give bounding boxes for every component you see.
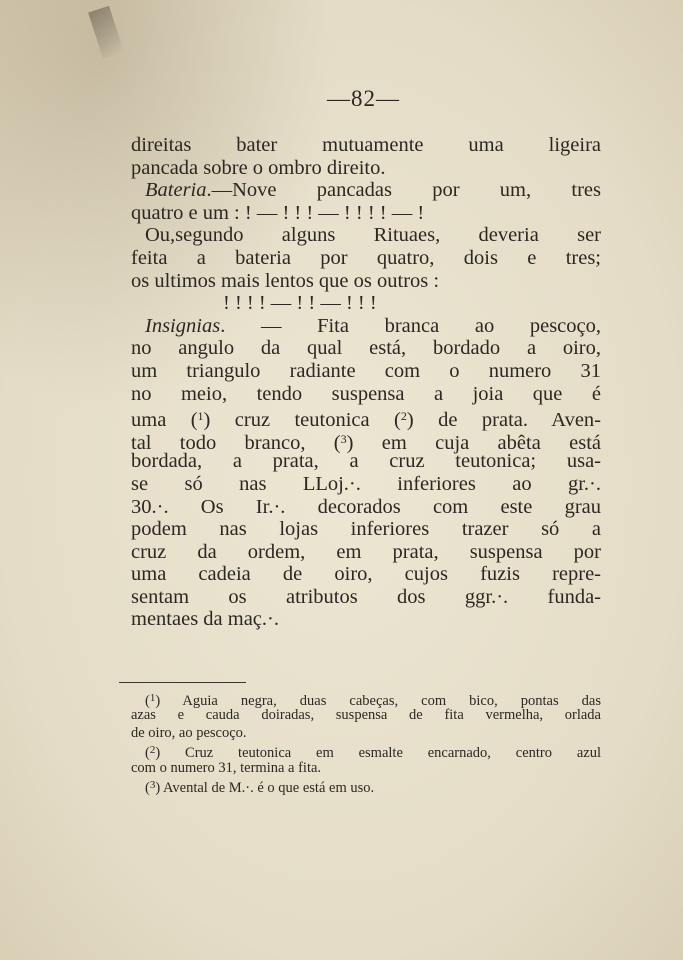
page-number: —82— bbox=[327, 86, 400, 111]
footnote-divider bbox=[119, 682, 246, 683]
text-line: podem nas lojas inferiores trazer só a bbox=[131, 518, 601, 541]
footnote: ($^1$) Aguia negra, duas cabeças, com bico, pontas das bbox=[145, 692, 601, 709]
text-line: ! ! ! ! — ! ! — ! ! ! bbox=[223, 292, 377, 315]
text-line: no meio, tendo suspensa a joia que é bbox=[131, 382, 601, 405]
page-stain bbox=[88, 6, 124, 58]
text-line: se só nas LLoj.·. inferiores ao gr.·. bbox=[131, 472, 601, 495]
footnote: ($^2$) Cruz teutonica em esmalte encarnado, centro azul bbox=[145, 744, 601, 762]
text-line: mentaes da maç.·. bbox=[131, 608, 279, 631]
text-line: tal todo branco, ($^3$) em cuja abêta está bbox=[131, 431, 601, 454]
text-line: um triangulo radiante com o numero 31 bbox=[131, 359, 601, 382]
text-line: cruz da ordem, em prata, suspensa por bbox=[131, 540, 601, 563]
footnotes bbox=[131, 690, 601, 794]
text-line: Insignias. — Fita branca ao pescoço, bbox=[145, 314, 601, 337]
text-line: feita a bateria por quatro, dois e tres; bbox=[131, 246, 601, 269]
footnote: ($^3$) Avental de M.·. é o que está em uso. bbox=[145, 778, 375, 796]
text-line: Bateria.—Nove pancadas por um, tres bbox=[145, 179, 601, 202]
text-line: 30.·. Os Ir.·. decorados com este grau bbox=[131, 495, 601, 518]
body-text bbox=[131, 134, 601, 631]
footnote-line: de oiro, ao pescoço. bbox=[131, 724, 247, 741]
text-line: sentam os atributos dos ggr.·. funda- bbox=[131, 585, 601, 608]
text-line: no angulo da qual está, bordado a oiro, bbox=[131, 337, 601, 360]
section-heading: Insignias bbox=[145, 314, 221, 337]
footnote-ref: 2 bbox=[400, 409, 407, 424]
footnote-ref: 3 bbox=[340, 431, 347, 446]
text-line: pancada sobre o ombro direito. bbox=[131, 156, 386, 179]
text-line: uma ($^1$) cruz teutonica ($^2$) de prata. Aven- bbox=[131, 409, 601, 432]
text-line: uma cadeia de oiro, cujos fuzis repre- bbox=[131, 563, 601, 586]
text-line: os ultimos mais lentos que os outros : bbox=[131, 269, 440, 292]
footnote-line: azas e cauda doiradas, suspensa de fita vermelha, orlada bbox=[131, 707, 601, 724]
section-heading: Bateria bbox=[145, 179, 207, 202]
text-line: quatro e um : ! — ! ! ! — ! ! ! ! — ! bbox=[131, 201, 425, 224]
text-line: direitas bater mutuamente uma ligeira bbox=[131, 134, 601, 156]
text-line: bordada, a prata, a cruz teutonica; usa- bbox=[131, 450, 601, 473]
text-line: Ou,segundo alguns Rituaes, deveria ser bbox=[145, 224, 601, 247]
footnote-line: com o numero 31, termina a fita. bbox=[131, 759, 322, 776]
footnote-ref: 1 bbox=[197, 409, 204, 424]
